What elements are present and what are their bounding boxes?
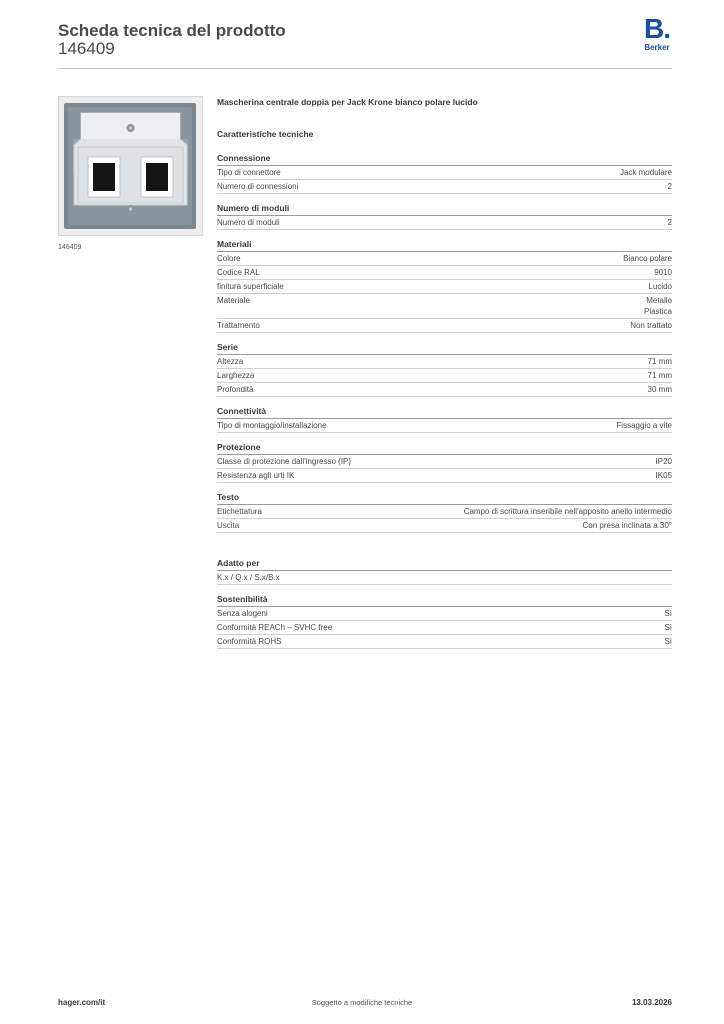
section-adatto-per	[217, 557, 672, 585]
spec-label: Conformità REACh – SVHC free	[217, 623, 333, 632]
spec-value: 2	[667, 182, 672, 191]
section-materiali	[217, 238, 672, 333]
spec-label: Profondità	[217, 385, 254, 394]
berker-logo	[640, 13, 674, 52]
jack-plate-icon	[59, 97, 202, 235]
section-title: Numero di moduli	[217, 202, 672, 216]
spec-row	[217, 319, 672, 333]
spec-row	[217, 469, 672, 483]
logo-text: Berker	[644, 43, 670, 52]
spec-label: Altezza	[217, 357, 244, 366]
spec-label: Senza alogeni	[217, 609, 268, 618]
spacer	[217, 541, 672, 557]
spec-label: Trattamento	[217, 321, 260, 330]
product-name: Mascherina centrale doppia per Jack Krone bianco polare lucido	[217, 97, 478, 107]
section-title: Connettività	[217, 405, 672, 419]
spec-row	[217, 505, 672, 519]
section-title: Protezione	[217, 441, 672, 455]
spec-label: Conformità ROHS	[217, 637, 282, 646]
spec-label: Numero di connessioni	[217, 182, 299, 191]
spec-value: Campo di scrittura inseribile nell'apposito anello intermedio	[463, 507, 672, 516]
spec-value: Fissaggio a vite	[616, 421, 672, 430]
spec-value: 2	[667, 218, 672, 227]
section-title: Connessione	[217, 152, 672, 166]
spec-row	[217, 635, 672, 649]
spec-label: finitura superficiale	[217, 282, 284, 291]
spec-value: 30 mm	[647, 385, 672, 394]
spec-label: Numero di moduli	[217, 218, 280, 227]
spec-value-line: Plastica	[643, 307, 672, 316]
spec-value: Sì	[664, 609, 672, 618]
section-title: Sostenibilità	[217, 593, 672, 607]
product-photo	[58, 96, 203, 236]
spec-value: Sì	[664, 623, 672, 632]
features-title: Caratteristiche tecniche	[217, 129, 314, 139]
spec-value: 71 mm	[647, 371, 672, 380]
spec-label: Codice RAL	[217, 268, 260, 277]
spec-label: Materiale	[217, 296, 250, 305]
header-divider	[58, 68, 672, 69]
spec-label: Resistenza agli urti IK	[217, 471, 295, 480]
spec-value-line: Metallo	[646, 296, 672, 305]
section-numero-moduli	[217, 202, 672, 230]
section-title: Materiali	[217, 238, 672, 252]
spec-row	[217, 166, 672, 180]
section-sostenibilita	[217, 593, 672, 649]
spec-row	[217, 571, 672, 585]
spec-row	[217, 266, 672, 280]
spec-label: Tipo di montaggio/installazione	[217, 421, 327, 430]
spec-label: Larghezza	[217, 371, 255, 380]
photo-caption: 146409	[58, 244, 82, 251]
section-serie	[217, 341, 672, 397]
spec-row	[217, 216, 672, 230]
spec-value: Con presa inclinata a 30°	[582, 521, 672, 530]
spec-label: K.x / Q.x / S.x/B.x	[217, 573, 280, 582]
section-title: Adatto per	[217, 557, 672, 571]
spec-row	[217, 294, 672, 319]
spec-value: Jack modulare	[619, 168, 672, 177]
spec-value: Bianco polare	[623, 254, 672, 263]
spec-value: 71 mm	[647, 357, 672, 366]
spec-label: Uscita	[217, 521, 240, 530]
spec-row	[217, 621, 672, 635]
spec-label: Classe di protezione dall'ingresso (IP)	[217, 457, 352, 466]
product-code: 146409	[58, 39, 115, 58]
section-connettivita	[217, 405, 672, 433]
section-title: Serie	[217, 341, 672, 355]
spec-row	[217, 383, 672, 397]
spec-row	[217, 419, 672, 433]
spec-value: Lucido	[648, 282, 672, 291]
section-testo	[217, 491, 672, 533]
spec-row	[217, 369, 672, 383]
spec-row	[217, 280, 672, 294]
section-protezione	[217, 441, 672, 483]
spec-label: Etichettatura	[217, 507, 262, 516]
footer-date: 13.03.2026	[631, 998, 672, 1007]
section-connessione	[217, 152, 672, 194]
spec-value: Non trattato	[630, 321, 672, 330]
spec-row	[217, 180, 672, 194]
section-title: Testo	[217, 491, 672, 505]
spec-row	[217, 355, 672, 369]
spec-value: 9010	[654, 268, 672, 277]
spec-value: IP20	[655, 457, 672, 466]
spec-value: Sì	[664, 637, 672, 646]
spec-row	[217, 455, 672, 469]
page-title: Scheda tecnica del prodotto	[58, 21, 286, 40]
spec-value-multi	[644, 295, 672, 317]
spec-row	[217, 252, 672, 266]
spec-content	[217, 96, 672, 657]
footer-disclaimer: Soggetto a modifiche tecniche	[311, 998, 413, 1007]
spec-label: Colore	[217, 254, 241, 263]
spec-row	[217, 607, 672, 621]
spec-row	[217, 519, 672, 533]
spec-label: Tipo di connettore	[217, 168, 281, 177]
footer-website-link[interactable]: hager.com/it	[58, 998, 106, 1007]
spec-value: IK05	[655, 471, 672, 480]
logo-mark: B.	[644, 13, 670, 44]
